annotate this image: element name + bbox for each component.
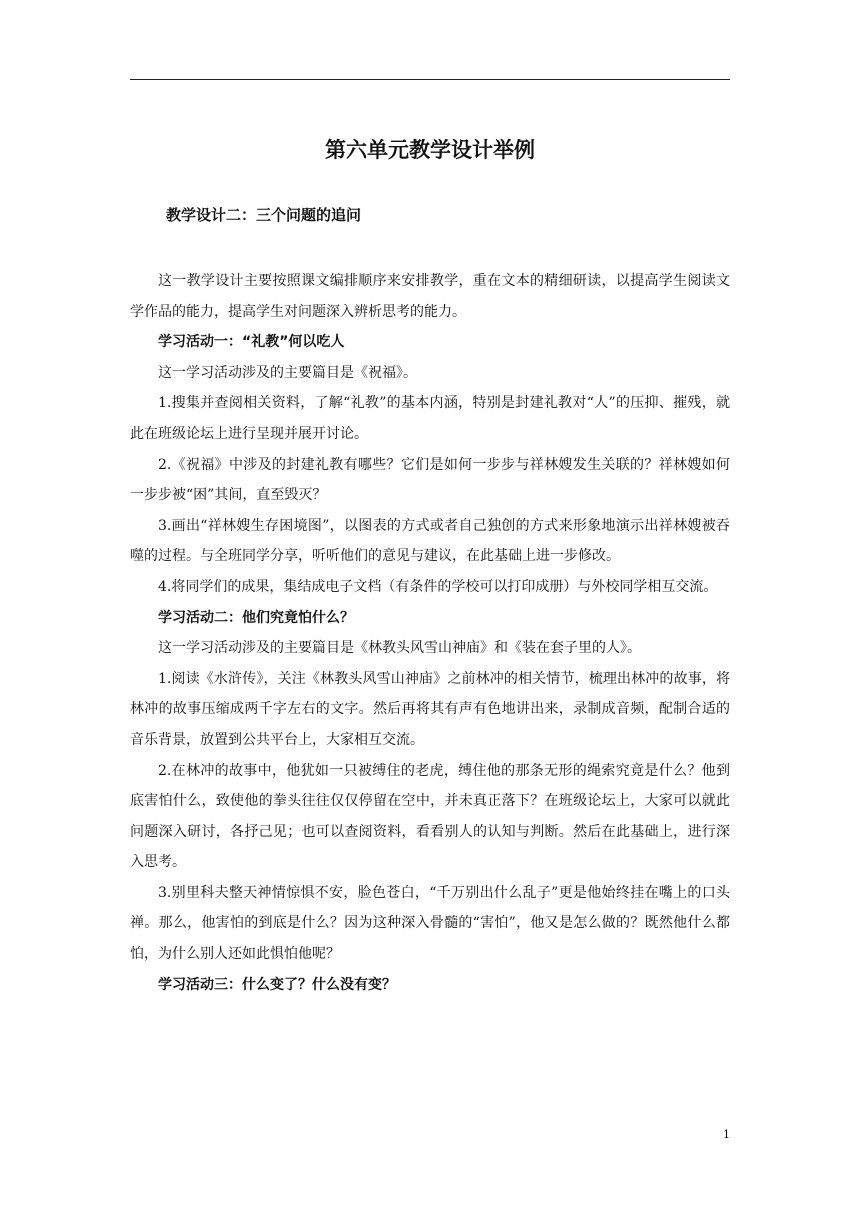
activity-1-scope: 这一学习活动涉及的主要篇目是《祝福》。 [158, 364, 417, 381]
activity-1-heading: 学习活动一：“礼教”何以吃人 [158, 334, 345, 351]
activity-2-heading: 学习活动二：他们究竟怕什么？ [158, 609, 354, 626]
header-rule [130, 79, 730, 80]
activity-2-item-3: 3.别里科夫整天神情惊惧不安，脸色苍白，“千万别出什么乱子”更是他始终挂在嘴上的口头禅。那么，他害怕的到底是什么？因为这种深入骨髓的“害怕”，他又是怎么做的？既然他什么都怕，为什么别人还如此惧怕他呢？ [130, 884, 730, 963]
activity-2-item-2: 2.在林冲的故事中，他犹如一只被缚住的老虎，缚住他的那条无形的绳索究竟是什么？他到底害怕什么，致使他的拳头往往仅仅停留在空中，并未真正落下？在班级论坛上，大家可以就此问题深入研讨，各抒己见；也可以查阅资料，看看别人的认知与判断。然后在此基础上，进行深入思考。 [130, 762, 730, 871]
activity-1-item-2: 2.《祝福》中涉及的封建礼教有哪些？它们是如何一步步与祥林嫂发生关联的？祥林嫂如何一步步被“困”其间，直至毁灭？ [130, 456, 730, 504]
document-body [130, 266, 730, 1000]
activity-1-item-4: 4.将同学们的成果，集结成电子文档（有条件的学校可以打印成册）与外校同学相互交流。 [158, 578, 718, 595]
document-subtitle: 教学设计二：三个问题的追问 [166, 206, 362, 224]
activity-2-item-1: 1.阅读《水浒传》，关注《林教头风雪山神庙》之前林冲的相关情节，梳理出林冲的故事，将林冲的故事压缩成两千字左右的文字。然后再将其有声有色地讲出来，录制成音频，配制合适的音乐背景，放置到公共平台上，大家相互交流。 [130, 670, 730, 748]
activity-1-item-3: 3.画出“祥林嫂生存困境图”，以图表的方式或者自己独创的方式来形象地演示出祥林嫂被吞噬的过程。与全班同学分享，听听他们的意见与建议，在此基础上进一步修改。 [130, 517, 730, 565]
intro-paragraph: 这一教学设计主要按照课文编排顺序来安排教学，重在文本的精细研读，以提高学生阅读文学作品的能力，提高学生对问题深入辨析思考的能力。 [130, 273, 730, 320]
activity-1-item-1: 1.搜集并查阅相关资料，了解“礼教”的基本内涵，特别是封建礼教对“人”的压抑、摧残，就此在班级论坛上进行呈现并展开讨论。 [130, 395, 730, 442]
activity-2-scope: 这一学习活动涉及的主要篇目是《林教头风雪山神庙》和《装在套子里的人》。 [158, 640, 641, 657]
document-title: 第六单元教学设计举例 [325, 138, 535, 162]
page-number: 1 [723, 1128, 730, 1141]
activity-3-heading: 学习活动三：什么变了？什么没有变？ [158, 976, 396, 993]
